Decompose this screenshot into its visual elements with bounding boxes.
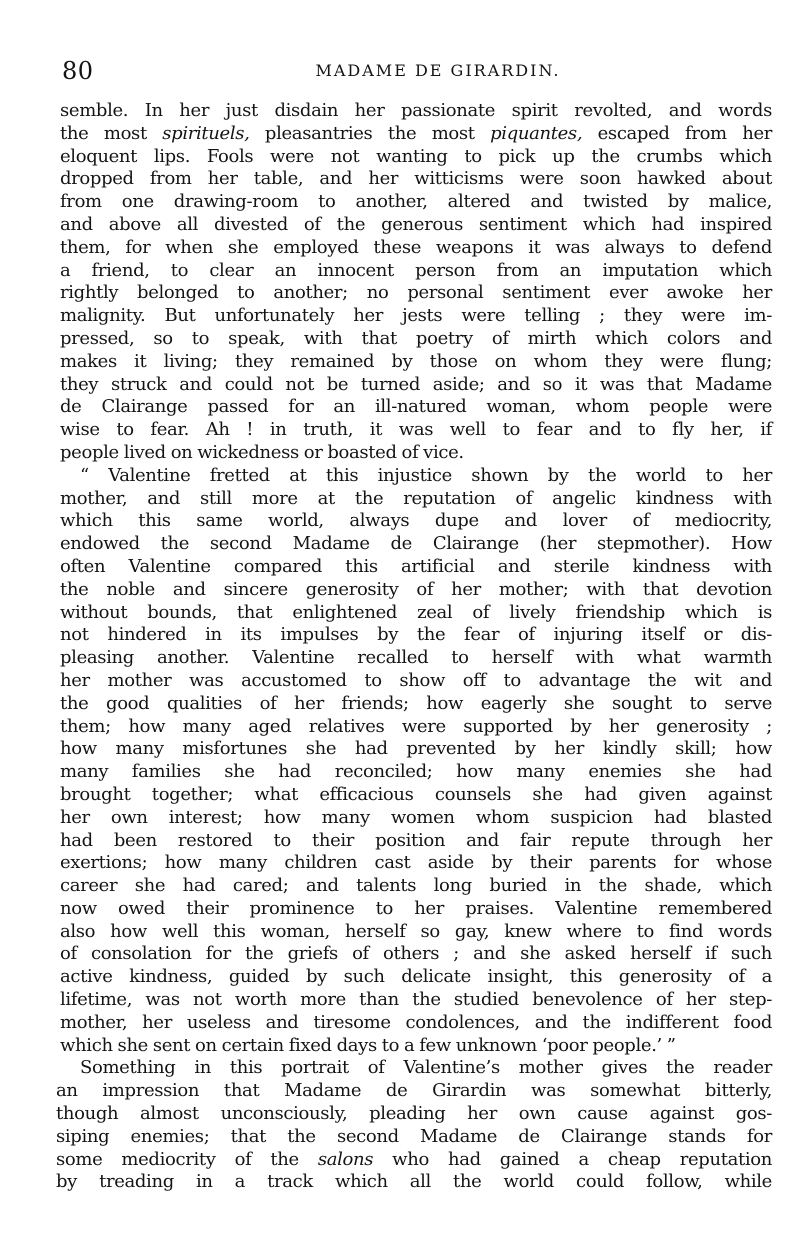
text-line: makes it living; they remained by those on whom they were flung; [60,350,772,372]
text-line: eloquent lips. Fools were not wanting to pick up the crumbs which [60,145,772,167]
text-line: them, for when she employed these weapons it was always to defend [60,236,772,258]
page-number: 80 [62,57,94,85]
text-line: siping enemies; that the second Madame de Clairange stands for [56,1125,772,1147]
text-line: exertions; how many children cast aside by their parents for whose [60,852,772,874]
text-line: some mediocrity of the salons who had gained a cheap reputation [56,1148,772,1170]
running-title: MADAME DE GIRARDIN. [315,61,561,80]
text-line: lifetime, was not worth more than the studied benevolence of her step- [60,989,772,1011]
text-line: dropped from her table, and her witticisms were soon hawked about [60,168,772,190]
text-line: the noble and sincere generosity of her mother; with that devotion [60,578,772,600]
text-line: mother, her useless and tiresome condolences, and the indifferent food [60,1011,772,1033]
text-line: not hindered in its impulses by the fear of injuring itself or dis- [60,624,772,646]
text-line: Something in this portrait of Valentine’s mother gives the reader [80,1057,772,1079]
text-line: had been restored to their position and fair repute through her [60,829,772,851]
text-line: rightly belonged to another; no personal sentiment ever awoke her [60,282,772,304]
text-line: by treading in a track which all the world could follow, while [56,1171,772,1193]
text-line: now owed their prominence to her praises. Valentine remembered [60,897,772,919]
text-line: them; how many aged relatives were supported by her generosity ; [60,715,772,737]
text-line: pleasing another. Valentine recalled to herself with what warmth [60,647,772,669]
text-line: career she had cared; and talents long buried in the shade, which [60,875,772,897]
text-line: mother, and still more at the reputation of angelic kindness with [60,487,772,509]
text-line: also how well this woman, herself so gay, knew where to find words [60,920,772,942]
text-line: malignity. But unfortunately her jests were telling ; they were im- [60,305,772,327]
text-line: active kindness, guided by such delicate insight, this generosity of a [60,966,772,988]
text-line: semble. In her just disdain her passionate spirit revolted, and words [60,100,772,121]
text-line: “ Valentine fretted at this injustice shown by the world to her [80,464,772,486]
text-line: how many misfortunes she had prevented by her kindly skill; how [60,738,772,760]
text-line: the most spirituels, pleasantries the most piquantes, escaped from her [60,122,773,144]
text-line: an impression that Madame de Girardin was somewhat bitterly, [56,1080,772,1102]
text-line: of consolation for the griefs of others ; and she asked herself if such [60,943,772,965]
text-line: people lived on wickedness or boasted of vice. [60,441,464,463]
body-text [56,100,773,1194]
page-header [60,56,776,86]
text-line: endowed the second Madame de Clairange (her stepmother). How [60,533,772,555]
text-line: pressed, so to speak, with that poetry of mirth which colors and [60,327,772,349]
text-line: they struck and could not be turned aside; and so it was that Madame [60,373,772,395]
text-line: the good qualities of her friends; how eagerly she sought to serve [60,692,772,714]
text-line: often Valentine compared this artificial and sterile kindness with [60,555,772,577]
text-line: which this same world, always dupe and lover of mediocrity, [60,510,772,532]
text-line: a friend, to clear an innocent person from an imputation which [60,259,772,281]
text-line: wise to fear. Ah ! in truth, it was well to fear and to fly her, if [60,419,772,441]
text-line: without bounds, that enlightened zeal of lively friendship which is [60,601,772,623]
text-line: from one drawing-room to another, altered and twisted by malice, [60,191,772,213]
text-line: her own interest; how many women whom suspicion had blasted [60,806,772,828]
text-line: de Clairange passed for an ill-natured woman, whom people were [60,396,772,418]
text-line: her mother was accustomed to show off to advantage the wit and [60,669,772,691]
text-line: though almost unconsciously, pleading her own cause against gos- [56,1103,772,1125]
text-line: many families she had reconciled; how many enemies she had [60,761,772,783]
text-line: brought together; what efficacious counsels she had given against [60,783,772,805]
text-line: which she sent on certain fixed days to a few unknown ‘poor people.’ ” [60,1034,676,1056]
text-line: and above all divested of the generous sentiment which had inspired [60,213,772,235]
